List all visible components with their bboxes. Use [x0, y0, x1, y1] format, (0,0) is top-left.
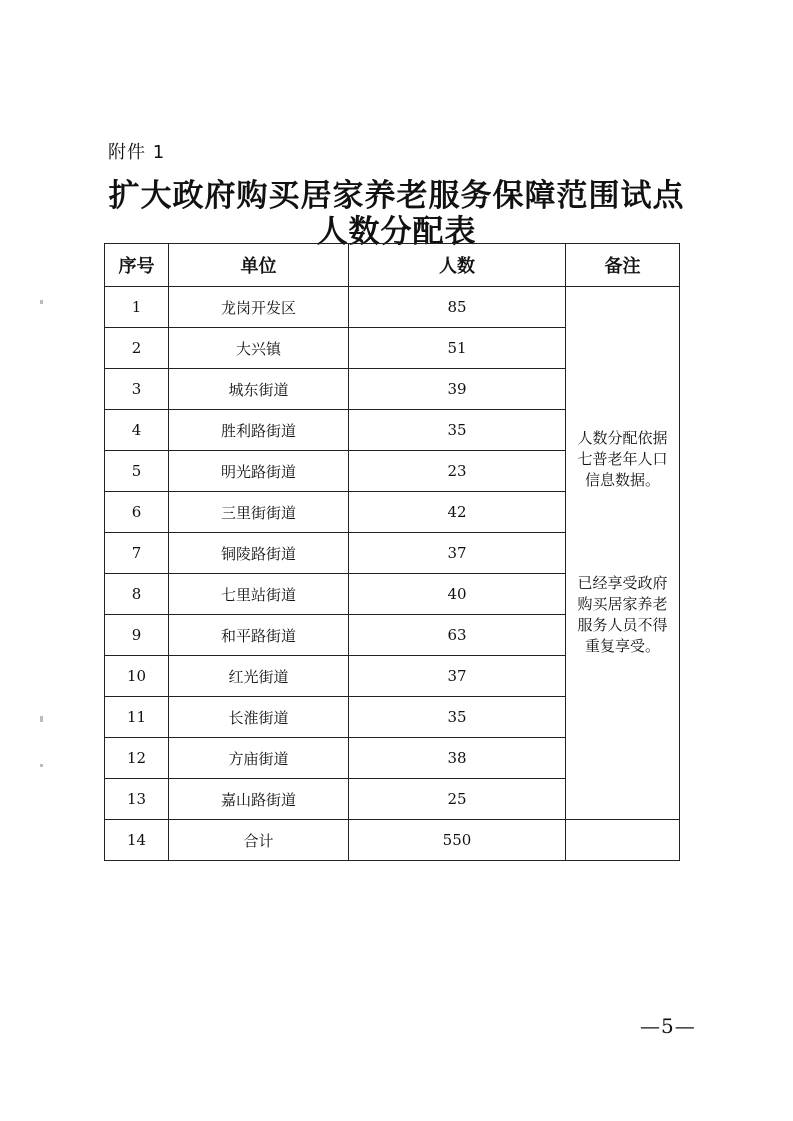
row-number: 2: [105, 328, 169, 369]
people-count: 42: [349, 492, 566, 533]
people-count: 39: [349, 369, 566, 410]
people-count: 40: [349, 574, 566, 615]
table-header-row: [105, 244, 680, 287]
people-count: 63: [349, 615, 566, 656]
scan-margin-mark: [40, 300, 43, 304]
row-number: 1: [105, 287, 169, 328]
people-count: 38: [349, 738, 566, 779]
column-header-count: 人数: [349, 244, 566, 287]
row-number: 4: [105, 410, 169, 451]
remark-restriction: [570, 573, 675, 657]
unit-name: 和平路街道: [169, 615, 349, 656]
total-label: 合计: [169, 820, 349, 861]
allocation-table: [104, 243, 680, 861]
column-header-remarks: 备注: [566, 244, 680, 287]
total-count: 550: [349, 820, 566, 861]
row-number: 14: [105, 820, 169, 861]
unit-name: 龙岗开发区: [169, 287, 349, 328]
row-number: 11: [105, 697, 169, 738]
remark-line: 已经享受政府: [577, 574, 668, 592]
row-number: 10: [105, 656, 169, 697]
scan-margin-mark: [40, 716, 43, 722]
remark-line: 购买居家养老: [577, 595, 668, 613]
row-number: 8: [105, 574, 169, 615]
scan-margin-mark: [40, 764, 43, 767]
column-header-no: 序号: [105, 244, 169, 287]
people-count: 37: [349, 656, 566, 697]
row-number: 9: [105, 615, 169, 656]
row-number: 13: [105, 779, 169, 820]
remarks-cell: [566, 287, 680, 820]
page-number: —5—: [640, 1014, 696, 1038]
row-number: 7: [105, 533, 169, 574]
unit-name: 红光街道: [169, 656, 349, 697]
document-title-line-1: 扩大政府购买居家养老服务保障范围试点: [108, 178, 685, 214]
remark-line: 人数分配依据: [577, 429, 668, 447]
unit-name: 三里街街道: [169, 492, 349, 533]
unit-name: 长淮街道: [169, 697, 349, 738]
unit-name: 方庙街道: [169, 738, 349, 779]
row-number: 3: [105, 369, 169, 410]
row-number: 5: [105, 451, 169, 492]
document-title-line-2: 人数分配表: [316, 214, 477, 250]
unit-name: 铜陵路街道: [169, 533, 349, 574]
table-row: [105, 287, 680, 328]
unit-name: 七里站街道: [169, 574, 349, 615]
people-count: 85: [349, 287, 566, 328]
column-header-unit: 单位: [169, 244, 349, 287]
remark-line: 服务人员不得: [577, 616, 668, 634]
remark-line: 信息数据。: [584, 471, 660, 489]
unit-name: 明光路街道: [169, 451, 349, 492]
remark-basis: [570, 428, 675, 491]
unit-name: 城东街道: [169, 369, 349, 410]
people-count: 35: [349, 410, 566, 451]
people-count: 25: [349, 779, 566, 820]
unit-name: 胜利路街道: [169, 410, 349, 451]
row-number: 12: [105, 738, 169, 779]
people-count: 23: [349, 451, 566, 492]
table-total-row: [105, 820, 680, 861]
row-number: 6: [105, 492, 169, 533]
remark-line: 重复享受。: [584, 637, 660, 655]
unit-name: 大兴镇: [169, 328, 349, 369]
people-count: 37: [349, 533, 566, 574]
total-remark: [566, 820, 680, 861]
remark-line: 七普老年人口: [577, 450, 668, 468]
people-count: 51: [349, 328, 566, 369]
people-count: 35: [349, 697, 566, 738]
unit-name: 嘉山路街道: [169, 779, 349, 820]
attachment-label: 附件 1: [108, 142, 166, 163]
